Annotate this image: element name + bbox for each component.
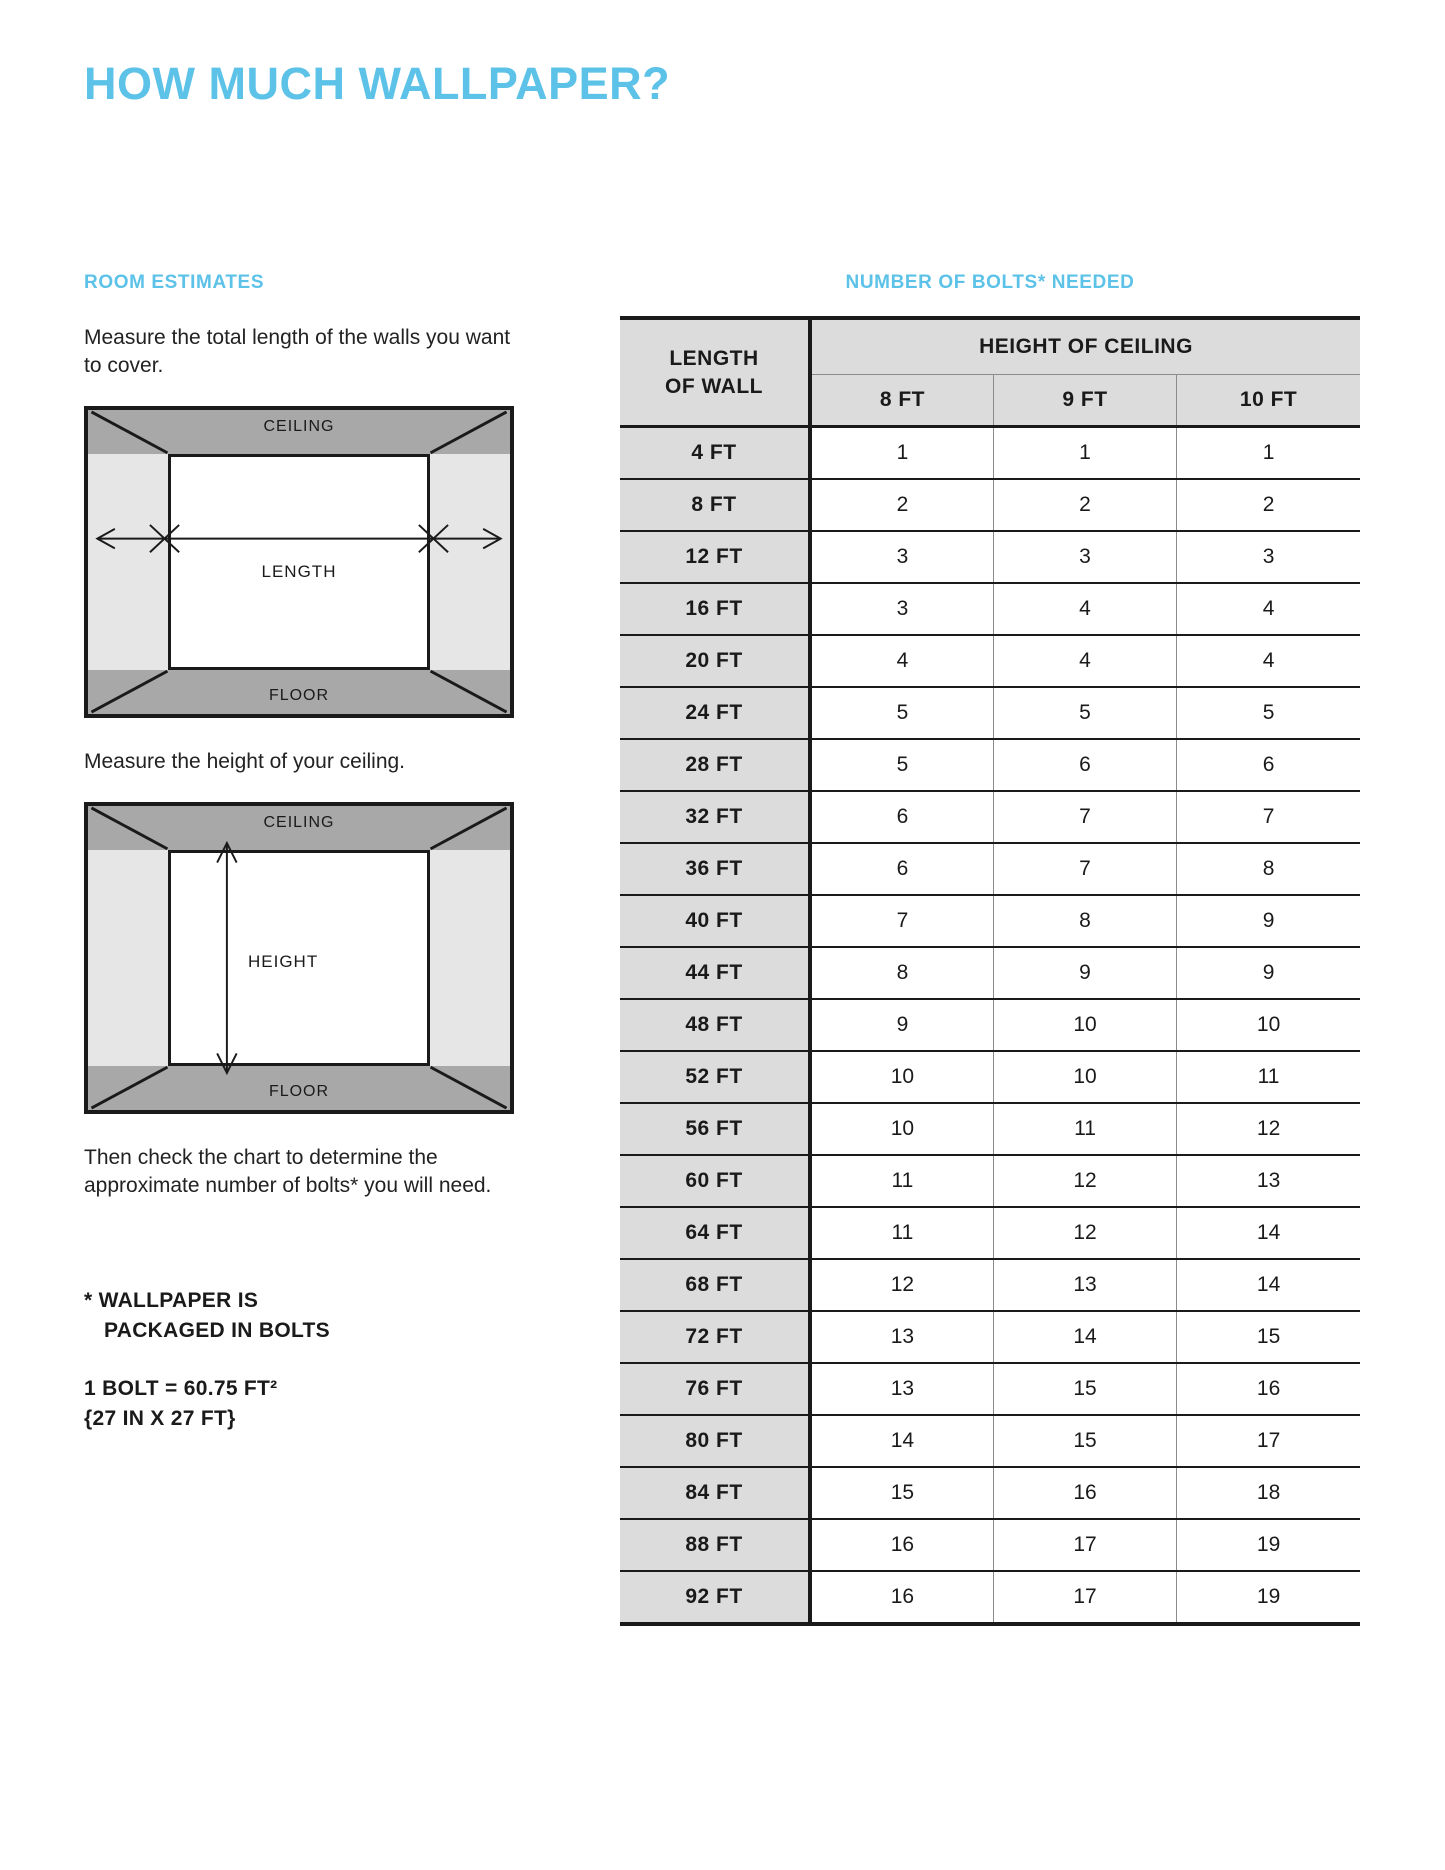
bolts-value-cell: 6 bbox=[993, 739, 1176, 791]
bolts-value-cell: 6 bbox=[1177, 739, 1360, 791]
bolts-value-cell: 10 bbox=[810, 1051, 993, 1103]
bolts-value-cell: 3 bbox=[810, 531, 993, 583]
bolts-value-cell: 14 bbox=[1177, 1259, 1360, 1311]
row-label-cell: 84 FT bbox=[620, 1467, 810, 1519]
row-label-cell: 16 FT bbox=[620, 583, 810, 635]
bolts-value-cell: 15 bbox=[993, 1363, 1176, 1415]
bolts-value-cell: 13 bbox=[810, 1311, 993, 1363]
bolts-value-cell: 1 bbox=[810, 427, 993, 480]
row-label-cell: 36 FT bbox=[620, 843, 810, 895]
row-label-cell: 76 FT bbox=[620, 1363, 810, 1415]
bolts-value-cell: 10 bbox=[993, 1051, 1176, 1103]
bolts-value-cell: 16 bbox=[810, 1571, 993, 1624]
floor-band-label-2: FLOOR bbox=[88, 1066, 510, 1110]
table-row bbox=[620, 947, 1360, 999]
bolts-value-cell: 12 bbox=[993, 1155, 1176, 1207]
bolts-value-cell: 15 bbox=[993, 1415, 1176, 1467]
bolts-value-cell: 1 bbox=[1177, 427, 1360, 480]
bolts-value-cell: 9 bbox=[993, 947, 1176, 999]
bolts-value-cell: 10 bbox=[810, 1103, 993, 1155]
bolts-value-cell: 7 bbox=[1177, 791, 1360, 843]
bolts-value-cell: 14 bbox=[1177, 1207, 1360, 1259]
table-row bbox=[620, 1207, 1360, 1259]
row-header-cell bbox=[620, 318, 810, 427]
table-row bbox=[620, 479, 1360, 531]
bolts-value-cell: 2 bbox=[1177, 479, 1360, 531]
table-header-row-group bbox=[620, 318, 1360, 375]
row-label-cell: 4 FT bbox=[620, 427, 810, 480]
bolts-value-cell: 16 bbox=[993, 1467, 1176, 1519]
row-label-cell: 56 FT bbox=[620, 1103, 810, 1155]
footnote-line-2: PACKAGED IN BOLTS bbox=[104, 1319, 330, 1342]
row-label-cell: 28 FT bbox=[620, 739, 810, 791]
row-label-cell: 32 FT bbox=[620, 791, 810, 843]
instruction-check-chart: Then check the chart to determine the approximate number of bolts* you will need. bbox=[84, 1146, 492, 1197]
row-label-cell: 92 FT bbox=[620, 1571, 810, 1624]
table-row bbox=[620, 583, 1360, 635]
row-label-cell: 12 FT bbox=[620, 531, 810, 583]
length-label: LENGTH bbox=[261, 562, 337, 581]
bolts-value-cell: 11 bbox=[810, 1155, 993, 1207]
instruction-measure-length: Measure the total length of the walls you want to cover. bbox=[84, 326, 511, 377]
row-label-cell: 20 FT bbox=[620, 635, 810, 687]
bolts-value-cell: 14 bbox=[810, 1415, 993, 1467]
bolts-value-cell: 3 bbox=[810, 583, 993, 635]
bolts-value-cell: 5 bbox=[1177, 687, 1360, 739]
bolts-table bbox=[620, 316, 1360, 1626]
table-row bbox=[620, 999, 1360, 1051]
bolts-value-cell: 7 bbox=[993, 843, 1176, 895]
bolts-value-cell: 13 bbox=[1177, 1155, 1360, 1207]
bolts-value-cell: 17 bbox=[993, 1519, 1176, 1571]
bolts-value-cell: 7 bbox=[810, 895, 993, 947]
bolts-value-cell: 2 bbox=[810, 479, 993, 531]
footnote-line-1: * WALLPAPER IS bbox=[84, 1289, 259, 1312]
room-estimates-column bbox=[84, 272, 524, 1434]
room-diagram-length bbox=[84, 406, 514, 718]
row-label-cell: 80 FT bbox=[620, 1415, 810, 1467]
bolts-value-cell: 8 bbox=[993, 895, 1176, 947]
bolts-value-cell: 12 bbox=[993, 1207, 1176, 1259]
table-row bbox=[620, 1519, 1360, 1571]
table-row bbox=[620, 1103, 1360, 1155]
table-row bbox=[620, 791, 1360, 843]
table-row bbox=[620, 531, 1360, 583]
bolts-value-cell: 11 bbox=[810, 1207, 993, 1259]
bolts-value-cell: 6 bbox=[810, 843, 993, 895]
bolts-value-cell: 12 bbox=[810, 1259, 993, 1311]
row-header-line-1: LENGTH bbox=[669, 346, 759, 370]
bolts-value-cell: 11 bbox=[993, 1103, 1176, 1155]
bolts-value-cell: 16 bbox=[810, 1519, 993, 1571]
bolts-value-cell: 11 bbox=[1177, 1051, 1360, 1103]
table-row bbox=[620, 843, 1360, 895]
bolts-value-cell: 5 bbox=[810, 687, 993, 739]
bolts-value-cell: 10 bbox=[993, 999, 1176, 1051]
bolts-value-cell: 18 bbox=[1177, 1467, 1360, 1519]
ceiling-band-label-2: CEILING bbox=[88, 806, 510, 850]
table-row bbox=[620, 895, 1360, 947]
bolts-value-cell: 14 bbox=[993, 1311, 1176, 1363]
row-header-line-2: OF WALL bbox=[665, 374, 763, 398]
row-label-cell: 44 FT bbox=[620, 947, 810, 999]
bolts-value-cell: 8 bbox=[1177, 843, 1360, 895]
bolts-value-cell: 7 bbox=[993, 791, 1176, 843]
column-header-9ft: 9 FT bbox=[993, 375, 1176, 427]
table-row bbox=[620, 635, 1360, 687]
table-row bbox=[620, 1363, 1360, 1415]
table-row bbox=[620, 1259, 1360, 1311]
bolts-value-cell: 4 bbox=[1177, 635, 1360, 687]
bolts-value-cell: 6 bbox=[810, 791, 993, 843]
bolt-size-line-1: 1 BOLT = 60.75 FT² bbox=[84, 1377, 278, 1400]
bolts-value-cell: 17 bbox=[1177, 1415, 1360, 1467]
row-label-cell: 24 FT bbox=[620, 687, 810, 739]
bolts-value-cell: 9 bbox=[810, 999, 993, 1051]
bolts-table-section bbox=[620, 272, 1360, 1626]
row-label-cell: 40 FT bbox=[620, 895, 810, 947]
bolts-value-cell: 16 bbox=[1177, 1363, 1360, 1415]
bolts-table-head bbox=[620, 318, 1360, 427]
table-row bbox=[620, 1311, 1360, 1363]
floor-band-label: FLOOR bbox=[88, 670, 510, 714]
bolts-value-cell: 15 bbox=[810, 1467, 993, 1519]
column-group-header: HEIGHT OF CEILING bbox=[810, 318, 1360, 375]
bolts-value-cell: 4 bbox=[810, 635, 993, 687]
bolts-value-cell: 12 bbox=[1177, 1103, 1360, 1155]
row-label-cell: 8 FT bbox=[620, 479, 810, 531]
bolts-value-cell: 13 bbox=[810, 1363, 993, 1415]
bolts-value-cell: 8 bbox=[810, 947, 993, 999]
table-row bbox=[620, 427, 1360, 480]
bolts-value-cell: 3 bbox=[1177, 531, 1360, 583]
bolts-value-cell: 9 bbox=[1177, 947, 1360, 999]
bolts-value-cell: 9 bbox=[1177, 895, 1360, 947]
room-diagram-height bbox=[84, 802, 514, 1114]
bolts-table-body bbox=[620, 427, 1360, 1625]
height-label: HEIGHT bbox=[248, 952, 319, 971]
instruction-measure-height: Measure the height of your ceiling. bbox=[84, 750, 406, 773]
bolt-size-line-2: {27 IN X 27 FT} bbox=[84, 1407, 236, 1430]
bolts-value-cell: 15 bbox=[1177, 1311, 1360, 1363]
room-estimates-heading: ROOM ESTIMATES bbox=[84, 272, 265, 293]
bolts-value-cell: 4 bbox=[993, 635, 1176, 687]
bolts-value-cell: 13 bbox=[993, 1259, 1176, 1311]
row-label-cell: 60 FT bbox=[620, 1155, 810, 1207]
row-label-cell: 48 FT bbox=[620, 999, 810, 1051]
row-label-cell: 88 FT bbox=[620, 1519, 810, 1571]
table-row bbox=[620, 1467, 1360, 1519]
page-title: HOW MUCH WALLPAPER? bbox=[84, 58, 671, 109]
bolts-value-cell: 2 bbox=[993, 479, 1176, 531]
bolts-value-cell: 3 bbox=[993, 531, 1176, 583]
table-row bbox=[620, 1415, 1360, 1467]
column-header-8ft: 8 FT bbox=[810, 375, 993, 427]
bolts-table-heading: NUMBER OF BOLTS* NEEDED bbox=[845, 272, 1135, 293]
bolts-value-cell: 17 bbox=[993, 1571, 1176, 1624]
row-label-cell: 68 FT bbox=[620, 1259, 810, 1311]
bolts-value-cell: 4 bbox=[1177, 583, 1360, 635]
row-label-cell: 64 FT bbox=[620, 1207, 810, 1259]
bolts-value-cell: 1 bbox=[993, 427, 1176, 480]
table-row bbox=[620, 739, 1360, 791]
table-row bbox=[620, 1571, 1360, 1624]
bolts-value-cell: 4 bbox=[993, 583, 1176, 635]
bolts-value-cell: 10 bbox=[1177, 999, 1360, 1051]
ceiling-band-label: CEILING bbox=[88, 410, 510, 454]
bolts-value-cell: 19 bbox=[1177, 1571, 1360, 1624]
table-row bbox=[620, 1051, 1360, 1103]
column-header-10ft: 10 FT bbox=[1177, 375, 1360, 427]
table-row bbox=[620, 687, 1360, 739]
row-label-cell: 52 FT bbox=[620, 1051, 810, 1103]
bolts-value-cell: 5 bbox=[810, 739, 993, 791]
row-label-cell: 72 FT bbox=[620, 1311, 810, 1363]
bolts-value-cell: 19 bbox=[1177, 1519, 1360, 1571]
table-row bbox=[620, 1155, 1360, 1207]
bolts-value-cell: 5 bbox=[993, 687, 1176, 739]
